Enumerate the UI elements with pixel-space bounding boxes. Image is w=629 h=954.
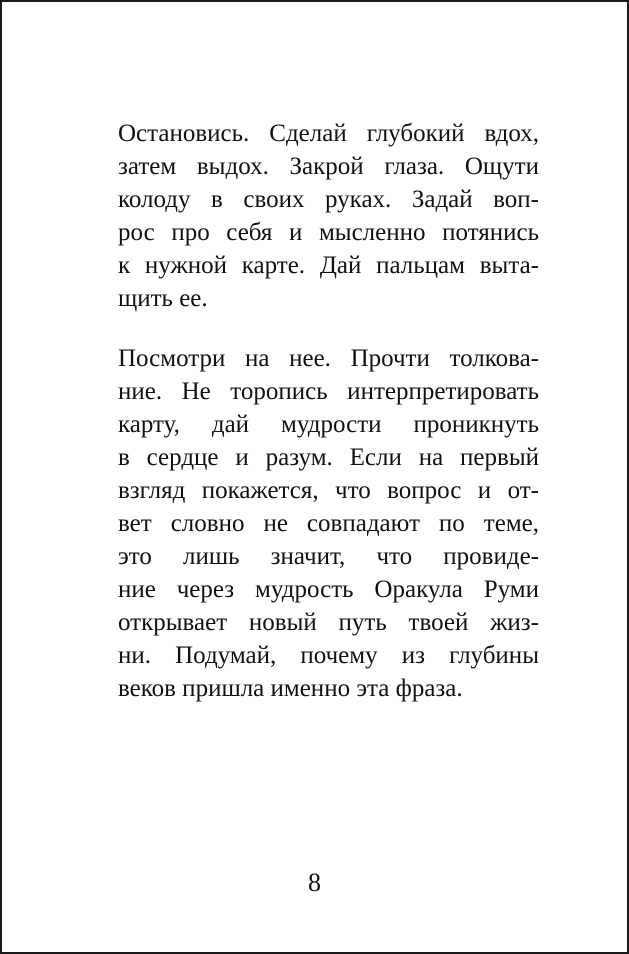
- text-line: затем выдох. Закрой глаза. Ощути: [118, 153, 539, 180]
- text-line: щить ее.: [118, 285, 208, 312]
- text-line: открывает новый путь твоей жиз-: [118, 609, 539, 636]
- text-line: вет словно не совпадают по теме,: [118, 510, 539, 537]
- text-line: рос про себя и мысленно потянись: [118, 219, 539, 246]
- text-line: ние через мудрость Оракула Руми: [118, 576, 539, 603]
- text-line: ни. Подумай, почему из глубины: [118, 642, 539, 669]
- text-line: ние. Не торопись интерпретировать: [118, 378, 539, 405]
- page-number: 8: [308, 868, 321, 897]
- text-line: в сердце и разум. Если на первый: [118, 444, 539, 471]
- text-line: к нужной карте. Дай пальцам выта-: [118, 252, 539, 279]
- text-line: Остановись. Сделай глубокий вдох,: [118, 120, 539, 147]
- text-line: карту, дай мудрости проникнуть: [118, 411, 539, 438]
- text-line: веков пришла именно эта фраза.: [118, 675, 463, 702]
- paragraph-1: [118, 117, 539, 315]
- text-line: это лишь значит, что провиде-: [118, 543, 539, 570]
- paragraph-2: [118, 342, 539, 705]
- text-line: Посмотри на нее. Прочти толкова-: [118, 345, 539, 372]
- text-line: взгляд покажется, что вопрос и от-: [118, 477, 539, 504]
- text-line: колоду в своих руках. Задай воп-: [118, 186, 539, 213]
